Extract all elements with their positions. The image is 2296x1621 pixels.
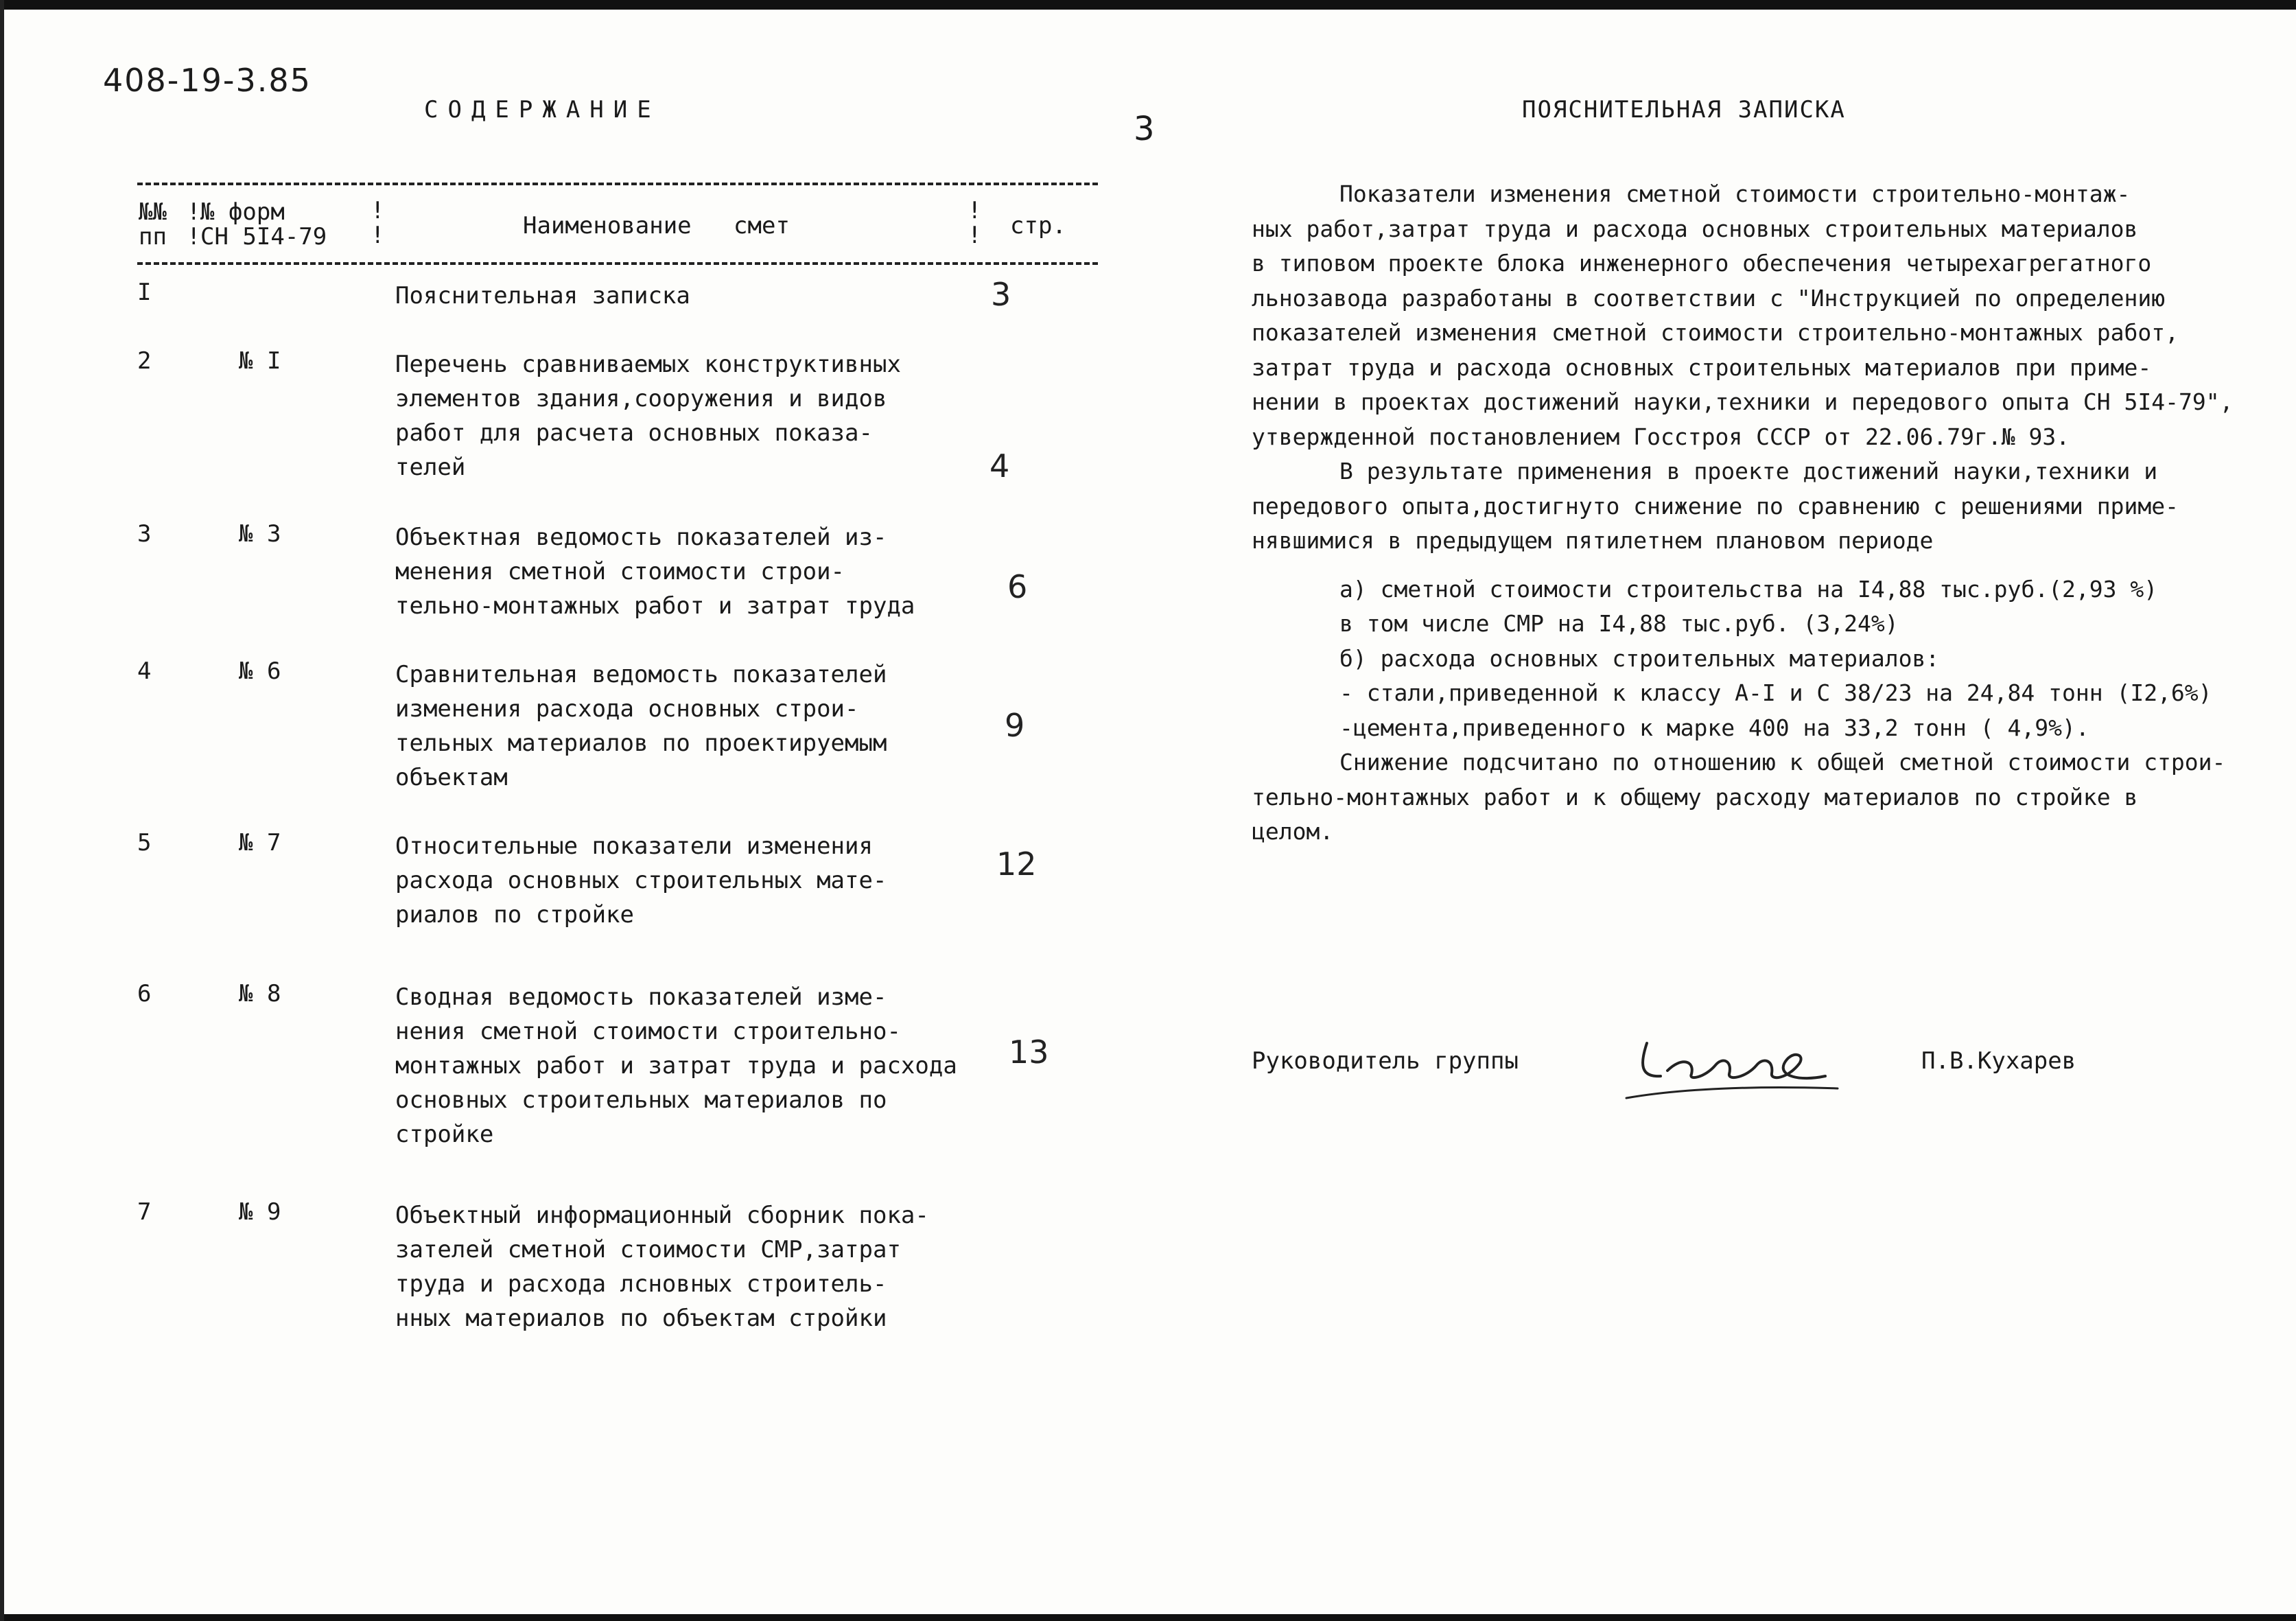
scan-border-left [0, 0, 4, 1621]
note-line: утвержденной постановлением Госстроя СССР от 22.06.79г.№ 93. [1252, 423, 2070, 450]
row-page: 6 [1007, 568, 1028, 605]
header-col-page: стр. [1010, 212, 1066, 240]
row-form: № I [239, 347, 281, 375]
row-name-line: нных материалов по объектам стройки [395, 1305, 887, 1332]
row-number: 6 [137, 980, 152, 1007]
row-name-line: Объектный информационный сборник пока- [395, 1202, 929, 1229]
note-line: нявшимися в предыдущем пятилетнем плановом периоде [1252, 527, 1934, 554]
row-name-line: телей [395, 454, 466, 481]
row-form: № 6 [239, 657, 281, 685]
row-name-line: работ для расчета основных показа- [395, 419, 873, 447]
handwritten-signature [1619, 1023, 1846, 1105]
row-name-line: монтажных работ и затрат труда и расхода [395, 1052, 957, 1080]
note-line: в типовом проекте блока инженерного обеспечения четырехагрегатного [1252, 250, 2152, 277]
row-name-line: Объектная ведомость показателей из- [395, 524, 887, 551]
note-line: нении в проектах достижений науки,техники и передового опыта СН 5I4-79", [1252, 388, 2234, 415]
row-name [395, 1198, 1109, 1336]
note-line: затрат труда и расхода основных строительных материалов при приме- [1252, 353, 2152, 381]
row-name-line: стройке [395, 1121, 494, 1148]
note-line: - стали,приведенной к классу А-I и С 38/23 на 24,84 тонн (I2,6%) [1339, 679, 2212, 706]
header-col-name: Наименование смет [523, 212, 790, 240]
signature-name: П.В.Кухарев [1921, 1047, 2076, 1075]
toc-header [137, 180, 1098, 269]
row-number: 7 [137, 1198, 152, 1226]
header-col-form: № форм СН 5I4-79 [200, 198, 327, 250]
note-title: ПОЯСНИТЕЛЬНАЯ ЗАПИСКА [1522, 96, 1846, 124]
row-name-line: Пояснительная записка [395, 282, 690, 310]
row-name-line: зателей сметной стоимости СМР,затрат [395, 1236, 901, 1263]
note-line: В результате применения в проекте достижений науки,техники и [1339, 458, 2158, 485]
row-number: 5 [137, 829, 152, 856]
sheet-code: 408-19-3.85 [103, 62, 312, 99]
note-body [1252, 177, 2267, 850]
row-page: 12 [996, 846, 1037, 883]
row-name-line: труда и расхода лсновных строитель- [395, 1270, 887, 1298]
scan-border-bottom [0, 1614, 2296, 1621]
row-page: 13 [1009, 1034, 1049, 1071]
row-form: № 3 [239, 520, 281, 548]
row-name-line: тельных материалов по проектируемым [395, 730, 887, 757]
note-line: льнозавода разработаны в соответствии с "Инструкцией по определению [1252, 284, 2166, 312]
row-name-line: расхода основных строительных мате- [395, 867, 887, 894]
note-line: целом. [1252, 818, 1334, 845]
row-page: 4 [989, 447, 1010, 485]
row-name [395, 520, 1109, 623]
row-number: 3 [137, 520, 152, 548]
note-line: Снижение подсчитано по отношению к общей сметной стоимости строи- [1339, 749, 2226, 775]
row-name-line: нения сметной стоимости строительно- [395, 1018, 901, 1045]
row-name-line: изменения расхода основных строи- [395, 695, 859, 723]
row-name [395, 980, 1109, 1152]
note-line: -цемента,приведенного к марке 400 на 33,2 тонн ( 4,9%). [1339, 714, 2089, 741]
row-name-line: Сравнительная ведомость показателей [395, 661, 887, 688]
row-name-line: Относительные показатели изменения [395, 832, 873, 860]
header-col-num: №№ пп [139, 198, 167, 250]
row-name-line: тельно-монтажных работ и затрат труда [395, 592, 915, 620]
row-name-line: Сводная ведомость показателей изме- [395, 983, 887, 1011]
header-separator: ! ! [968, 197, 982, 249]
row-name-line: объектам [395, 764, 508, 791]
note-line: передового опыта,достигнуто снижение по сравнению с решениями приме- [1252, 492, 2179, 520]
page-number: 3 [1134, 110, 1155, 148]
header-dashed-line-bottom [137, 262, 1098, 265]
header-separator: ! ! [187, 198, 201, 250]
scan-border-top [0, 0, 2296, 10]
row-form: № 9 [239, 1198, 281, 1226]
note-line: б) расхода основных строительных материалов: [1339, 644, 1940, 672]
signature-role: Руководитель группы [1252, 1047, 1519, 1075]
row-page: 3 [991, 276, 1011, 313]
row-name-line: основных строительных материалов по [395, 1086, 887, 1114]
paragraph-gap [1252, 559, 2267, 572]
row-form: № 8 [239, 980, 281, 1007]
row-number: 2 [137, 347, 152, 375]
note-line: ных работ,затрат труда и расхода основных строительных материалов [1252, 215, 2138, 242]
row-number: 4 [137, 657, 152, 685]
toc-title: СОДЕРЖАНИЕ [424, 96, 661, 124]
note-line: Показатели изменения сметной стоимости строительно-монтаж- [1339, 180, 2131, 207]
note-line: а) сметной стоимости строительства на I4,88 тыс.руб.(2,93 %) [1339, 575, 2158, 603]
row-page: 9 [1005, 707, 1025, 744]
row-name-line: Перечень сравниваемых конструктивных [395, 351, 901, 378]
row-number: I [137, 279, 152, 306]
row-name [395, 657, 1109, 795]
header-separator: ! ! [371, 197, 385, 249]
row-name-line: риалов по стройке [395, 901, 634, 929]
row-name-line: элементов здания,сооружения и видов [395, 385, 887, 412]
note-line: тельно-монтажных работ и к общему расходу материалов по стройке в [1252, 783, 2138, 810]
note-line: показателей изменения сметной стоимости строительно-монтажных работ, [1252, 319, 2179, 346]
row-form: № 7 [239, 829, 281, 856]
note-line: в том числе СМР на I4,88 тыс.руб. (3,24%) [1339, 610, 1899, 637]
header-dashed-line-top [137, 183, 1098, 185]
row-name-line: менения сметной стоимости строи- [395, 558, 845, 585]
